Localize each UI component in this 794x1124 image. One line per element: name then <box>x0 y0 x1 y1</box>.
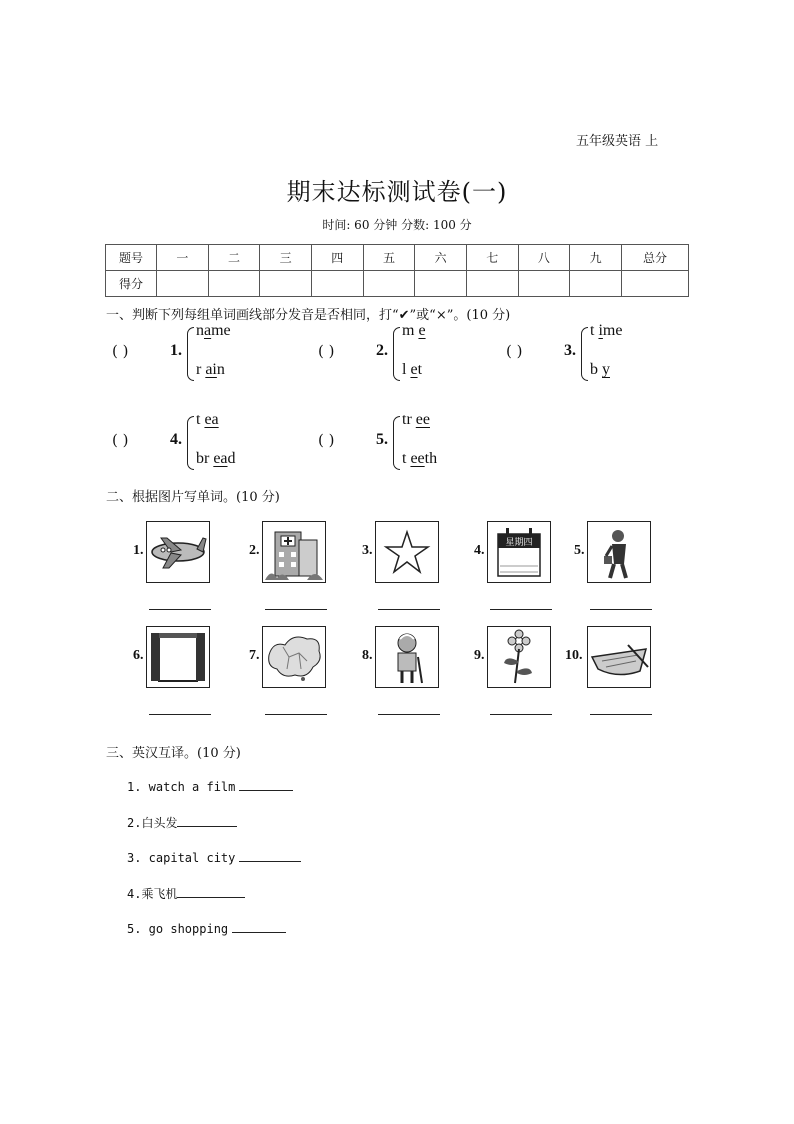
answer-blank[interactable] <box>149 714 211 715</box>
answer-blank[interactable] <box>590 609 652 610</box>
china-map-icon <box>262 626 326 688</box>
question-number: 1. <box>170 342 182 359</box>
score-header-cell: 五 <box>363 245 415 271</box>
answer-blank[interactable] <box>239 849 301 862</box>
picture-number: 4. <box>474 543 485 558</box>
brace-mark <box>581 327 588 381</box>
flower-icon <box>487 626 551 688</box>
translation-item <box>127 849 301 865</box>
answer-blank[interactable] <box>149 609 211 610</box>
brace-mark <box>393 327 400 381</box>
translation-prompt: 3. capital city <box>127 851 236 865</box>
score-header-cell: 六 <box>415 245 467 271</box>
question-number: 3. <box>564 342 576 359</box>
underlined-letters: i <box>598 322 603 339</box>
answer-blank[interactable] <box>177 885 245 898</box>
score-header-cell: 三 <box>260 245 312 271</box>
underlined-letters: a <box>204 322 212 339</box>
word-top <box>402 411 430 429</box>
boat-icon <box>587 626 651 688</box>
question-number: 5. <box>376 431 388 448</box>
answer-paren[interactable]: ( ) <box>506 342 523 360</box>
hospital-icon <box>262 521 326 583</box>
answer-blank[interactable] <box>490 609 552 610</box>
underlined-letters: ea <box>213 450 228 467</box>
brace-mark <box>187 416 194 470</box>
word-bottom <box>402 361 422 379</box>
answer-paren[interactable]: ( ) <box>318 431 335 449</box>
score-table <box>105 244 689 297</box>
airplane-icon <box>146 521 210 583</box>
answer-blank[interactable] <box>590 714 652 715</box>
translation-prompt: 4.乘飞机 <box>127 887 178 901</box>
answer-paren[interactable]: ( ) <box>112 431 129 449</box>
translation-prompt: 1. watch a film <box>127 780 236 794</box>
picture-number: 9. <box>474 648 485 663</box>
word-top <box>590 322 622 340</box>
score-cell[interactable] <box>622 271 689 297</box>
answer-paren[interactable]: ( ) <box>318 342 335 360</box>
word-part: d <box>227 450 236 467</box>
answer-blank[interactable] <box>378 714 440 715</box>
underlined-letters: e <box>418 322 426 339</box>
word-part: t <box>417 361 423 378</box>
score-cell[interactable] <box>363 271 415 297</box>
word-part: th <box>424 450 438 467</box>
word-part: m <box>402 322 419 339</box>
word-top <box>196 322 231 340</box>
word-part: me <box>602 322 623 339</box>
picture-number: 5. <box>574 543 585 558</box>
window-icon <box>146 626 210 688</box>
answer-blank[interactable] <box>490 714 552 715</box>
word-bottom <box>402 450 437 468</box>
picture-number: 3. <box>362 543 373 558</box>
brace-mark <box>393 416 400 470</box>
picture-number: 1. <box>133 543 144 558</box>
word-part: n <box>196 322 204 339</box>
picture-number: 6. <box>133 648 144 663</box>
picture-number: 8. <box>362 648 373 663</box>
question-number: 2. <box>376 342 388 359</box>
underlined-letters: ea <box>204 411 219 428</box>
answer-blank[interactable] <box>232 920 286 933</box>
picture-number: 10. <box>565 648 583 663</box>
score-table-score-row <box>106 271 689 297</box>
answer-blank[interactable] <box>265 714 327 715</box>
walking-person-icon <box>587 521 651 583</box>
word-bottom <box>196 450 236 468</box>
answer-blank[interactable] <box>378 609 440 610</box>
word-bottom <box>196 361 225 379</box>
score-header-cell: 四 <box>311 245 363 271</box>
exam-info: 时间: 60 分钟 分数: 100 分 <box>322 218 472 232</box>
score-cell[interactable] <box>208 271 260 297</box>
score-header-cell: 七 <box>466 245 518 271</box>
underlined-letters: ee <box>410 450 425 467</box>
old-man-icon <box>375 626 439 688</box>
word-part: n <box>216 361 225 378</box>
page-title: 期末达标测试卷(一) <box>286 178 508 206</box>
answer-blank[interactable] <box>239 778 293 791</box>
answer-blank[interactable] <box>265 609 327 610</box>
section1-heading: 一、判断下列每组单词画线部分发音是否相同，打“✔”或“×”。(10 分) <box>106 308 511 323</box>
word-bottom <box>590 361 610 379</box>
question-number: 4. <box>170 431 182 448</box>
word-part: l <box>402 361 411 378</box>
word-part: r <box>196 361 206 378</box>
score-table-header-row <box>106 245 689 271</box>
underlined-letters: y <box>602 361 610 378</box>
score-cell[interactable] <box>157 271 209 297</box>
grade-label: 五年级英语 上 <box>576 134 659 149</box>
score-cell[interactable] <box>518 271 570 297</box>
word-part: tr <box>402 411 416 428</box>
underlined-letters: ee <box>415 411 430 428</box>
underlined-letters: e <box>410 361 418 378</box>
word-part: b <box>590 361 602 378</box>
translation-prompt: 5. go shopping <box>127 922 229 936</box>
translation-item <box>127 920 286 936</box>
word-part: br <box>196 450 214 467</box>
word-part: t <box>196 411 205 428</box>
answer-paren[interactable]: ( ) <box>112 342 129 360</box>
answer-blank[interactable] <box>177 814 237 827</box>
word-top <box>196 411 219 429</box>
translation-item <box>127 885 245 902</box>
translation-item <box>127 814 237 831</box>
word-part: me <box>211 322 231 339</box>
calendar-icon <box>487 521 551 583</box>
score-header-cell: 二 <box>208 245 260 271</box>
underlined-letters: ai <box>205 361 217 378</box>
word-part: t <box>402 450 411 467</box>
score-header-cell: 题号 <box>106 245 157 271</box>
star-icon <box>375 521 439 583</box>
picture-number: 7. <box>249 648 260 663</box>
score-cell[interactable] <box>415 271 467 297</box>
svg-text:星期四: 星期四 <box>505 538 533 548</box>
score-header-cell: 总分 <box>622 245 689 271</box>
section3-heading: 三、英汉互译。(10 分) <box>106 746 241 761</box>
score-cell[interactable] <box>311 271 363 297</box>
word-part: t <box>590 322 599 339</box>
word-top <box>402 322 426 340</box>
score-header-cell: 八 <box>518 245 570 271</box>
section2-heading: 二、根据图片写单词。(10 分) <box>106 490 280 505</box>
score-cell[interactable] <box>570 271 622 297</box>
translation-prompt: 2.白头发 <box>127 816 178 830</box>
score-header-cell: 九 <box>570 245 622 271</box>
score-cell[interactable] <box>260 271 312 297</box>
brace-mark <box>187 327 194 381</box>
translation-item <box>127 778 293 794</box>
score-cell[interactable] <box>466 271 518 297</box>
score-row-label: 得分 <box>106 271 157 297</box>
picture-number: 2. <box>249 543 260 558</box>
score-header-cell: 一 <box>157 245 209 271</box>
